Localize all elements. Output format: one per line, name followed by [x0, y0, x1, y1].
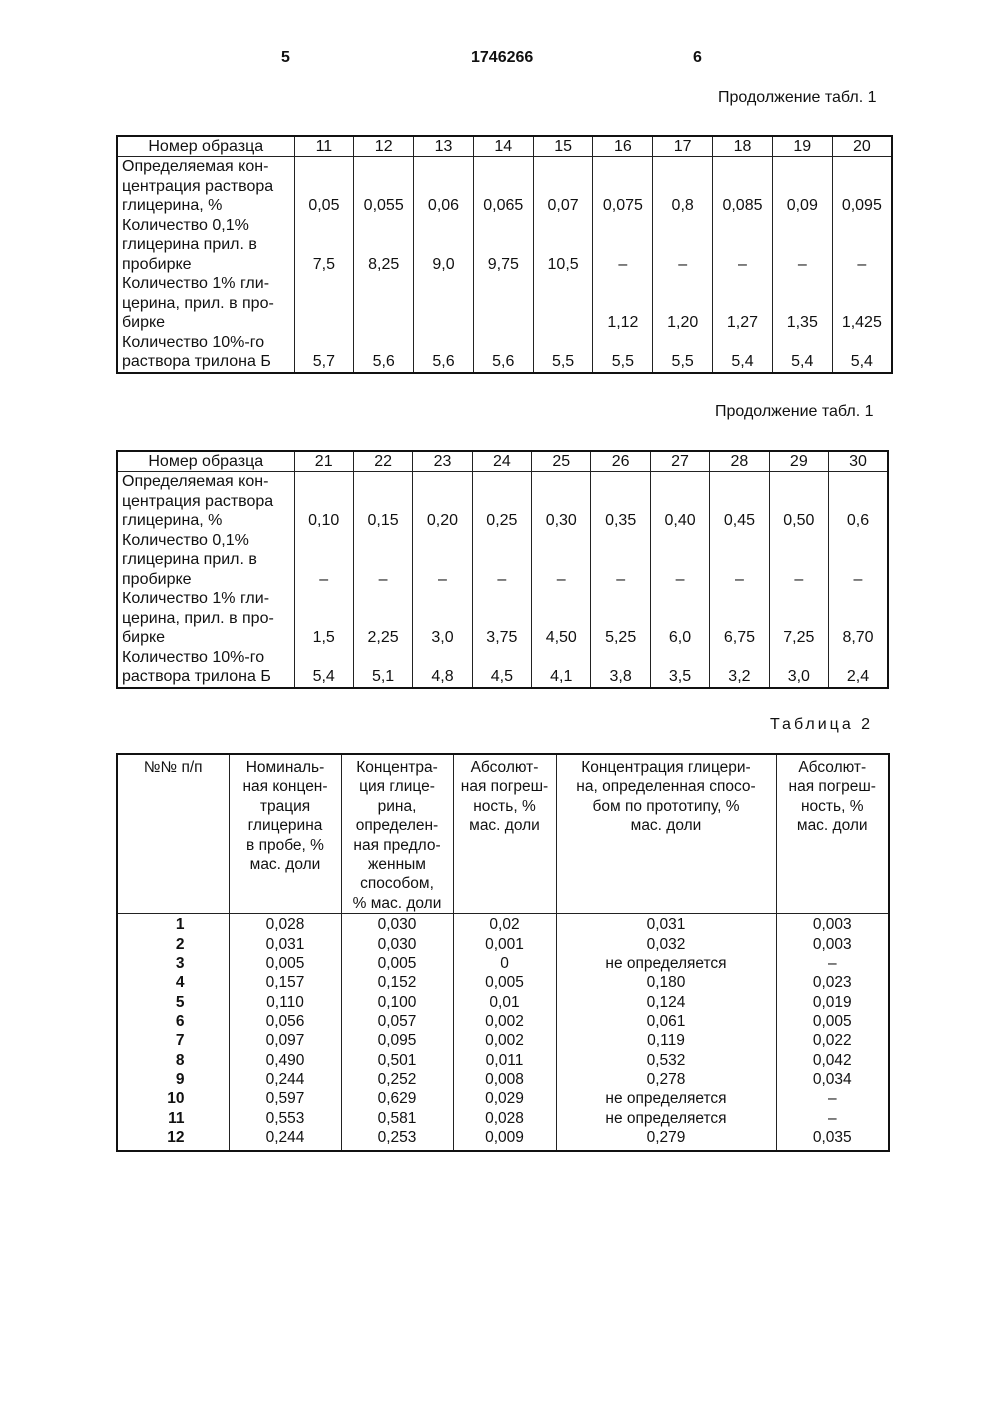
table-row — [117, 1012, 889, 1031]
cell-value: 0,055 — [354, 157, 414, 216]
sample-number: 29 — [769, 451, 828, 472]
cell-value: 0,002 — [453, 1031, 556, 1050]
cell-value: 4,1 — [532, 648, 591, 688]
cell-value: – — [650, 531, 709, 590]
row-label — [117, 216, 294, 275]
cell-value: 0,581 — [341, 1109, 453, 1128]
table-row — [117, 1031, 889, 1050]
cell-value: 0,065 — [473, 157, 533, 216]
cell-value: 0,05 — [294, 157, 354, 216]
cell-value: 0,532 — [556, 1051, 776, 1070]
cell-value: 0,075 — [593, 157, 653, 216]
column-header-line: Концентра- — [356, 759, 438, 776]
table-row — [117, 216, 892, 275]
row-index: 9 — [117, 1070, 229, 1089]
row-index: 4 — [117, 973, 229, 992]
cell-value: – — [829, 531, 888, 590]
column-header-line: женным — [368, 856, 426, 874]
cell-value: – — [776, 1109, 889, 1128]
cell-value: 5,1 — [353, 648, 412, 688]
cell-value: 0,629 — [341, 1089, 453, 1108]
column-header-line: мас. доли — [469, 817, 540, 835]
cell-value: – — [413, 531, 472, 590]
cell-value: 0,035 — [776, 1128, 889, 1151]
row-label-line: глицерина, % — [122, 512, 223, 529]
cell-value: 0,279 — [556, 1128, 776, 1151]
cell-value — [414, 274, 474, 333]
cell-value: 0,002 — [453, 1012, 556, 1031]
sample-number: 12 — [354, 136, 414, 157]
column-header-line: определен- — [355, 817, 439, 835]
column-header-line: трация — [259, 797, 311, 815]
row-index: 10 — [117, 1089, 229, 1108]
table2-caption: Продолжение табл. 1 — [715, 403, 874, 420]
cell-value: 0,042 — [776, 1051, 889, 1070]
cell-value — [354, 274, 414, 333]
cell-value: 0 — [453, 954, 556, 973]
header-label: Номер образца — [117, 451, 294, 472]
row-label — [117, 648, 294, 688]
cell-value: 5,5 — [653, 333, 713, 373]
cell-value: 3,5 — [650, 648, 709, 688]
table-row — [117, 157, 892, 216]
row-index: 11 — [117, 1109, 229, 1128]
sample-number: 25 — [532, 451, 591, 472]
table2 — [116, 450, 889, 689]
cell-value: 10,5 — [533, 216, 593, 275]
cell-value: – — [593, 216, 653, 275]
row-label-line: центрация раствора — [122, 492, 274, 510]
column-header-line: ность, % — [801, 797, 864, 815]
cell-value: 5,6 — [473, 333, 533, 373]
sample-number: 30 — [829, 451, 888, 472]
cell-value: 0,022 — [776, 1031, 889, 1050]
cell-value: 0,6 — [829, 472, 888, 531]
table-row — [117, 1089, 889, 1108]
cell-value: 0,031 — [556, 914, 776, 935]
cell-value: 0,09 — [772, 157, 832, 216]
cell-value: 3,2 — [710, 648, 769, 688]
cell-value: 0,028 — [229, 914, 341, 935]
cell-value: 8,70 — [829, 589, 888, 648]
table-row — [117, 589, 888, 648]
cell-value: 0,06 — [414, 157, 474, 216]
cell-value: 0,01 — [453, 993, 556, 1012]
sample-number: 19 — [772, 136, 832, 157]
cell-value: 6,75 — [710, 589, 769, 648]
cell-value: 0,005 — [229, 954, 341, 973]
cell-value: 5,6 — [354, 333, 414, 373]
cell-value: 4,8 — [413, 648, 472, 688]
table1 — [116, 135, 893, 374]
sample-number: 28 — [710, 451, 769, 472]
cell-value: 7,25 — [769, 589, 828, 648]
column-header-line: глицерина — [247, 817, 323, 835]
row-label-line: Количество 0,1% — [122, 216, 249, 234]
column-header — [229, 754, 341, 914]
table-row — [117, 954, 889, 973]
cell-value: 6,0 — [650, 589, 709, 648]
column-header-line: в пробе, % — [246, 836, 324, 854]
row-label-line: глицерина прил. в — [122, 551, 257, 568]
sample-number: 13 — [414, 136, 474, 157]
cell-value: – — [653, 216, 713, 275]
row-label-line: Количество 1% гли- — [122, 590, 270, 607]
column-header-line: мас. доли — [249, 856, 321, 874]
cell-value: 0,019 — [776, 993, 889, 1012]
row-label — [117, 589, 294, 648]
cell-value: 3,0 — [769, 648, 828, 688]
cell-value: 9,75 — [473, 216, 533, 275]
cell-value: не определяется — [556, 954, 776, 973]
cell-value: 0,553 — [229, 1109, 341, 1128]
header-row — [117, 451, 888, 472]
row-label-line: бирке — [122, 314, 166, 331]
cell-value: 8,25 — [354, 216, 414, 275]
row-label-line: раствора трилона Б — [122, 353, 271, 370]
table-row — [117, 1128, 889, 1151]
cell-value: 0,278 — [556, 1070, 776, 1089]
column-header-line: №№ п/п — [143, 759, 203, 776]
cell-value: 9,0 — [414, 216, 474, 275]
column-header-line: Номиналь- — [245, 759, 325, 776]
sample-number: 21 — [294, 451, 353, 472]
cell-value: 0,25 — [472, 472, 531, 531]
row-label-line: церина, прил. в про- — [122, 294, 274, 312]
cell-value: 5,25 — [591, 589, 650, 648]
cell-value: 5,4 — [713, 333, 773, 373]
page-number-left: 5 — [281, 49, 290, 66]
column-header — [341, 754, 453, 914]
cell-value: – — [776, 954, 889, 973]
cell-value: 0,157 — [229, 973, 341, 992]
table-row — [117, 993, 889, 1012]
column-header-line: ция глице- — [359, 778, 435, 796]
column-header — [556, 754, 776, 914]
row-label — [117, 157, 294, 216]
cell-value: 0,023 — [776, 973, 889, 992]
sample-number: 24 — [472, 451, 531, 472]
cell-value: 5,7 — [294, 333, 354, 373]
cell-value: 1,5 — [294, 589, 353, 648]
cell-value: 0,244 — [229, 1070, 341, 1089]
column-header — [776, 754, 889, 914]
cell-value: не определяется — [556, 1089, 776, 1108]
cell-value: 0,095 — [832, 157, 892, 216]
cell-value: 0,8 — [653, 157, 713, 216]
cell-value: 5,5 — [593, 333, 653, 373]
cell-value: 1,20 — [653, 274, 713, 333]
sample-number: 15 — [533, 136, 593, 157]
row-label-line: глицерина, % — [122, 197, 223, 214]
sample-number: 16 — [593, 136, 653, 157]
column-header-line: мас. доли — [630, 817, 702, 835]
cell-value: – — [472, 531, 531, 590]
cell-value: 5,4 — [294, 648, 353, 688]
cell-value: 0,030 — [341, 914, 453, 935]
cell-value: – — [769, 531, 828, 590]
cell-value: 5,4 — [772, 333, 832, 373]
cell-value: 0,031 — [229, 935, 341, 954]
row-label-line: глицерина прил. в — [122, 236, 257, 253]
cell-value: 0,003 — [776, 914, 889, 935]
column-header-line: способом, — [360, 875, 434, 893]
table3-caption: Таблица 2 — [770, 716, 874, 733]
cell-value: 1,12 — [593, 274, 653, 333]
page-number-right: 6 — [693, 49, 702, 66]
cell-value: 0,005 — [341, 954, 453, 973]
cell-value: 0,35 — [591, 472, 650, 531]
cell-value: не определяется — [556, 1109, 776, 1128]
column-header-line: на, определенная спосо- — [576, 778, 756, 796]
column-header-line: Абсолют- — [798, 759, 867, 776]
patent-number: 1746266 — [471, 49, 534, 66]
cell-value: – — [776, 1089, 889, 1108]
cell-value: 0,003 — [776, 935, 889, 954]
cell-value: 0,30 — [532, 472, 591, 531]
column-header-line: бом по прототипу, % — [592, 797, 740, 815]
cell-value: 2,4 — [829, 648, 888, 688]
cell-value: 0,45 — [710, 472, 769, 531]
row-label-line: раствора трилона Б — [122, 668, 271, 685]
cell-value: 0,085 — [713, 157, 773, 216]
cell-value: 0,032 — [556, 935, 776, 954]
cell-value: 7,5 — [294, 216, 354, 275]
column-header-line: мас. доли — [796, 817, 868, 835]
table-row — [117, 333, 892, 373]
cell-value: 0,008 — [453, 1070, 556, 1089]
cell-value: 0,152 — [341, 973, 453, 992]
cell-value: 0,501 — [341, 1051, 453, 1070]
column-header-line: ная погреш- — [788, 778, 876, 796]
cell-value: 0,011 — [453, 1051, 556, 1070]
sample-number: 11 — [294, 136, 354, 157]
row-index: 2 — [117, 935, 229, 954]
cell-value: 0,02 — [453, 914, 556, 935]
cell-value: 5,6 — [414, 333, 474, 373]
row-index: 5 — [117, 993, 229, 1012]
table-row — [117, 1070, 889, 1089]
sample-number: 23 — [413, 451, 472, 472]
cell-value — [533, 274, 593, 333]
cell-value: – — [353, 531, 412, 590]
cell-value: 0,057 — [341, 1012, 453, 1031]
table-row — [117, 1109, 889, 1128]
cell-value: 0,244 — [229, 1128, 341, 1151]
row-label-line: Количество 10%-го — [122, 648, 265, 666]
column-header-line: ная погреш- — [460, 778, 549, 796]
cell-value: 3,0 — [413, 589, 472, 648]
table-row — [117, 935, 889, 954]
header-row — [117, 136, 892, 157]
cell-value — [473, 274, 533, 333]
cell-value: – — [532, 531, 591, 590]
row-index: 8 — [117, 1051, 229, 1070]
cell-value: 0,110 — [229, 993, 341, 1012]
column-header-line: % мас. доли — [352, 894, 442, 912]
cell-value: 0,061 — [556, 1012, 776, 1031]
cell-value: 0,50 — [769, 472, 828, 531]
column-header-line: ная концен- — [242, 778, 328, 796]
header-row — [117, 754, 889, 914]
cell-value: 0,097 — [229, 1031, 341, 1050]
column-header — [453, 754, 556, 914]
column-header-line: Абсолют- — [470, 759, 539, 776]
sample-number: 14 — [473, 136, 533, 157]
cell-value: 0,40 — [650, 472, 709, 531]
cell-value: 1,35 — [772, 274, 832, 333]
column-header-line: ная предло- — [353, 836, 441, 854]
cell-value: 3,8 — [591, 648, 650, 688]
cell-value: 0,005 — [453, 973, 556, 992]
row-label-line: церина, прил. в про- — [122, 609, 274, 627]
cell-value: 0,124 — [556, 993, 776, 1012]
cell-value: 0,119 — [556, 1031, 776, 1050]
table-row — [117, 648, 888, 688]
table3 — [116, 753, 890, 1152]
cell-value: 0,005 — [776, 1012, 889, 1031]
row-label-line: Определяемая кон- — [122, 158, 269, 175]
cell-value: – — [832, 216, 892, 275]
row-index: 7 — [117, 1031, 229, 1050]
cell-value: – — [713, 216, 773, 275]
cell-value: 0,20 — [413, 472, 472, 531]
row-index: 3 — [117, 954, 229, 973]
cell-value: 3,75 — [472, 589, 531, 648]
row-label-line: Определяемая кон- — [122, 473, 269, 490]
sample-number: 26 — [591, 451, 650, 472]
row-label-line: Количество 0,1% — [122, 531, 249, 549]
table-row — [117, 274, 892, 333]
column-header-line: Концентрация глицери- — [581, 759, 751, 776]
column-header-line: рина, — [377, 797, 417, 815]
cell-value: 0,009 — [453, 1128, 556, 1151]
cell-value: 4,50 — [532, 589, 591, 648]
cell-value — [294, 274, 354, 333]
cell-value: 0,028 — [453, 1109, 556, 1128]
table-row — [117, 973, 889, 992]
row-label-line: Количество 10%-го — [122, 333, 265, 351]
sample-number: 17 — [653, 136, 713, 157]
cell-value: 0,034 — [776, 1070, 889, 1089]
row-index: 1 — [117, 914, 229, 935]
cell-value: 0,095 — [341, 1031, 453, 1050]
table-row — [117, 1051, 889, 1070]
cell-value: 0,10 — [294, 472, 353, 531]
row-label-line: Количество 1% гли- — [122, 275, 270, 292]
cell-value: 0,029 — [453, 1089, 556, 1108]
cell-value: 0,056 — [229, 1012, 341, 1031]
cell-value: 1,425 — [832, 274, 892, 333]
cell-value: – — [772, 216, 832, 275]
cell-value: 0,100 — [341, 993, 453, 1012]
row-label-line: пробирке — [122, 570, 192, 588]
row-label-line: бирке — [122, 629, 166, 646]
row-label — [117, 531, 294, 590]
cell-value: 5,5 — [533, 333, 593, 373]
cell-value: 0,180 — [556, 973, 776, 992]
cell-value: 0,001 — [453, 935, 556, 954]
cell-value: 0,15 — [353, 472, 412, 531]
cell-value: 4,5 — [472, 648, 531, 688]
cell-value: 5,4 — [832, 333, 892, 373]
cell-value: – — [591, 531, 650, 590]
cell-value: 1,27 — [713, 274, 773, 333]
cell-value: 0,597 — [229, 1089, 341, 1108]
row-index: 6 — [117, 1012, 229, 1031]
table-row — [117, 531, 888, 590]
row-label — [117, 274, 294, 333]
sample-number: 18 — [713, 136, 773, 157]
cell-value: 0,252 — [341, 1070, 453, 1089]
cell-value: 0,253 — [341, 1128, 453, 1151]
cell-value: – — [710, 531, 769, 590]
column-header — [117, 754, 229, 914]
row-label-line: центрация раствора — [122, 177, 274, 195]
table-row — [117, 472, 888, 531]
sample-number: 20 — [832, 136, 892, 157]
row-label — [117, 472, 294, 531]
cell-value: 0,07 — [533, 157, 593, 216]
cell-value: 2,25 — [353, 589, 412, 648]
table1-caption: Продолжение табл. 1 — [718, 89, 877, 106]
header-label: Номер образца — [117, 136, 294, 157]
table-row — [117, 914, 889, 935]
row-label — [117, 333, 294, 373]
row-label-line: пробирке — [122, 255, 192, 273]
row-index: 12 — [117, 1128, 229, 1151]
sample-number: 22 — [353, 451, 412, 472]
cell-value: 0,030 — [341, 935, 453, 954]
sample-number: 27 — [650, 451, 709, 472]
column-header-line: ность, % — [473, 797, 536, 815]
cell-value: 0,490 — [229, 1051, 341, 1070]
cell-value: – — [294, 531, 353, 590]
